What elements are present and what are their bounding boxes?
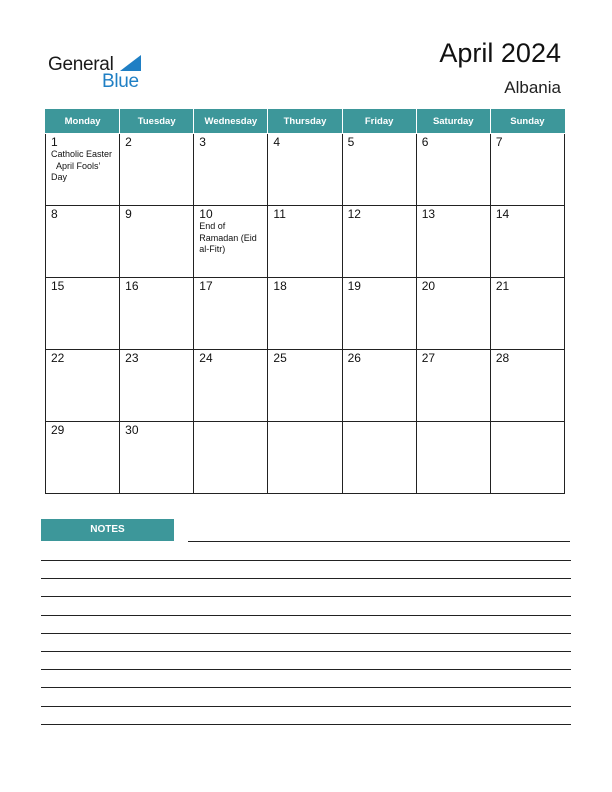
- day-cell: [120, 350, 194, 422]
- week-row: [46, 278, 565, 350]
- weekday-header: Sunday: [490, 110, 564, 134]
- holiday-event: Catholic Easter: [51, 149, 113, 159]
- day-cell: [120, 134, 194, 206]
- day-number: 18: [273, 279, 287, 293]
- day-number: 16: [125, 279, 139, 293]
- notes-line: [41, 669, 571, 670]
- day-number: 10: [199, 207, 213, 221]
- holiday-event: April Fools’ Day: [51, 160, 103, 182]
- day-number: 11: [273, 207, 286, 221]
- day-cell: [342, 278, 416, 350]
- notes-line: [41, 578, 571, 579]
- weekday-header: Friday: [342, 110, 416, 134]
- day-cell: [194, 134, 268, 206]
- day-number: 25: [273, 351, 287, 365]
- day-cell: [120, 278, 194, 350]
- day-cell: [490, 134, 564, 206]
- day-number: 21: [495, 279, 510, 293]
- day-cell: [416, 278, 490, 350]
- day-cell: [268, 206, 342, 278]
- day-cell: [342, 422, 416, 494]
- notes-line: [41, 651, 571, 652]
- day-number: 4: [273, 135, 281, 149]
- day-cell: [342, 206, 416, 278]
- weekday-header: Wednesday: [194, 110, 268, 134]
- day-number: 24: [199, 351, 213, 365]
- logo-text-general: General: [48, 54, 114, 75]
- day-number: 28: [495, 351, 510, 365]
- day-number: 23: [125, 351, 139, 365]
- day-number: 14: [495, 207, 510, 221]
- calendar-body: [46, 134, 565, 494]
- logo-text-blue: Blue: [102, 71, 139, 92]
- day-number: 6: [421, 135, 429, 149]
- notes-line: [41, 706, 571, 707]
- notes-line: [41, 560, 571, 561]
- day-number: 7: [495, 135, 503, 149]
- day-number: 26: [347, 351, 361, 365]
- day-number: 5: [347, 135, 355, 149]
- country-name: Albania: [504, 78, 561, 97]
- week-row: [46, 350, 565, 422]
- day-number: 9: [125, 207, 132, 221]
- day-number: 2: [125, 135, 132, 149]
- day-number: 17: [199, 279, 213, 293]
- day-cell: [416, 422, 490, 494]
- notes-line: [188, 541, 570, 542]
- week-row: [46, 134, 565, 206]
- day-cell: [46, 350, 120, 422]
- day-cell: [46, 206, 120, 278]
- day-number: 20: [421, 279, 436, 293]
- week-row: [46, 422, 565, 494]
- day-cell: [490, 278, 564, 350]
- day-number: 29: [51, 423, 65, 437]
- day-cell: [194, 350, 268, 422]
- weekday-header: Tuesday: [120, 110, 194, 134]
- day-cell: [268, 350, 342, 422]
- day-cell: [416, 350, 490, 422]
- day-number: 12: [347, 207, 361, 221]
- holiday-event: End of Ramadan (Eid al-Fitr): [199, 221, 260, 254]
- triangle-logo-icon: [120, 55, 141, 71]
- notes-line: [41, 687, 571, 688]
- day-cell: [416, 134, 490, 206]
- day-cell: [46, 422, 120, 494]
- day-cell: [46, 134, 120, 206]
- notes-line: [41, 633, 571, 634]
- day-number: 19: [347, 279, 361, 293]
- notes-line: [41, 615, 571, 616]
- notes-line: [41, 596, 571, 597]
- day-cell: [268, 134, 342, 206]
- week-row: [46, 206, 565, 278]
- day-cell: [490, 422, 564, 494]
- day-cell: [194, 206, 268, 278]
- day-cell: [490, 350, 564, 422]
- month-title: April 2024: [439, 38, 561, 68]
- day-cell: [342, 350, 416, 422]
- day-cell: [268, 422, 342, 494]
- day-cell: [416, 206, 490, 278]
- day-cell: [342, 134, 416, 206]
- notes-header: NOTES: [41, 519, 174, 541]
- weekday-header: Thursday: [268, 110, 342, 134]
- day-cell: [120, 422, 194, 494]
- day-number: 3: [199, 135, 206, 149]
- day-cell: [46, 278, 120, 350]
- day-cell: [194, 278, 268, 350]
- notes-line: [41, 724, 571, 725]
- day-cell: [268, 278, 342, 350]
- day-number: 1: [51, 135, 58, 149]
- day-number: 13: [421, 207, 436, 221]
- weekday-header: Monday: [46, 110, 120, 134]
- day-number: 30: [125, 423, 139, 437]
- day-cell: [490, 206, 564, 278]
- weekday-header-row: [46, 110, 565, 134]
- brand-logo: [48, 52, 148, 92]
- day-cell: [120, 206, 194, 278]
- calendar-grid: [45, 109, 565, 494]
- day-number: 22: [51, 351, 65, 365]
- day-number: 27: [421, 351, 436, 365]
- weekday-header: Saturday: [416, 110, 490, 134]
- day-cell: [194, 422, 268, 494]
- day-number: 8: [51, 207, 58, 221]
- day-number: 15: [51, 279, 65, 293]
